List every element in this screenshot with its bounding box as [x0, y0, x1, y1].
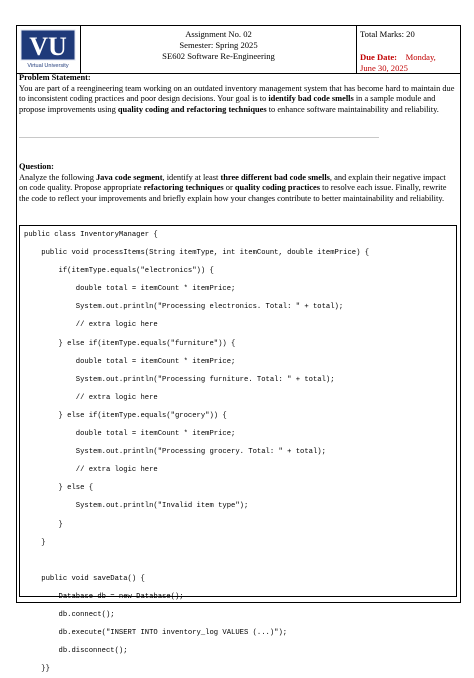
assignment-number: Assignment No. 02 — [185, 29, 252, 39]
code-line: }} — [24, 665, 50, 674]
question-title: Question: — [19, 162, 54, 171]
problem-text: You are part of a reengineering team working on an outdated inventory management system that has become hard to maintain due to inconsistent coding practices and poor design decisions. Your goal is to identify bad code smells in a sample module and propose improvements using quality coding and refactoring techniques to enhance software maintainability and reliability. — [19, 83, 455, 114]
code-listing — [24, 226, 369, 678]
code-line: } — [24, 538, 46, 547]
due-date — [360, 52, 458, 74]
code-line: public class InventoryManager { — [24, 231, 158, 239]
total-marks: Total Marks: 20 — [360, 29, 415, 39]
code-line: Database db = new Database(); — [24, 592, 184, 601]
question-section — [19, 162, 455, 204]
code-line: System.out.println("Invalid item type"); — [24, 502, 249, 511]
code-line: db.connect(); — [24, 610, 115, 619]
due-date-value: June 30, 2025 — [360, 63, 408, 73]
vu-logo-icon — [19, 28, 77, 70]
logo-subtext: Virtual University — [27, 63, 69, 69]
problem-statement — [19, 73, 455, 115]
code-line: System.out.println("Processing furniture. Total: " + total); — [24, 375, 335, 384]
course-title: SE602 Software Re-Engineering — [162, 51, 275, 61]
code-line: } else if(itemType.equals("furniture")) { — [24, 339, 236, 348]
code-line: // extra logic here — [24, 466, 158, 475]
code-line: } else if(itemType.equals("grocery")) { — [24, 411, 227, 420]
section-divider — [19, 137, 379, 138]
due-date-label: Due Date: — [360, 52, 397, 62]
code-line: double total = itemCount * itemPrice; — [24, 430, 236, 439]
code-line — [24, 552, 369, 570]
header-table — [16, 25, 461, 74]
header-divider — [356, 26, 357, 73]
question-text: Analyze the following Java code segment, identify at least three different bad code smells, and explain their negative impact on code quality. Propose appropriate refactoring techniques or quality coding practices to resolve each issue. Finally, rewrite the code to reflect your improvements and briefly explain how your changes contribute to better maintainability and reliability. — [19, 172, 447, 203]
code-line: } — [24, 520, 63, 529]
code-line: db.disconnect(); — [24, 647, 128, 656]
code-line: public void processItems(String itemType, int itemCount, double itemPrice) { — [24, 249, 370, 258]
code-line: if(itemType.equals("electronics")) { — [24, 267, 214, 276]
code-line: System.out.println("Processing electronics. Total: " + total); — [24, 303, 344, 312]
semester: Semester: Spring 2025 — [179, 40, 258, 50]
assignment-info — [81, 29, 356, 62]
code-line: double total = itemCount * itemPrice; — [24, 357, 236, 366]
code-block — [19, 225, 457, 674]
code-line: db.execute("INSERT INTO inventory_log VALUES (...)"); — [24, 629, 288, 638]
logo-text: VU — [29, 32, 67, 61]
code-line: } else { — [24, 484, 94, 493]
code-line: public void saveData() { — [24, 574, 145, 583]
university-logo — [19, 28, 77, 70]
code-line: // extra logic here — [24, 321, 158, 330]
due-date-day: Monday, — [405, 52, 436, 62]
code-line: // extra logic here — [24, 393, 158, 402]
problem-title: Problem Statement: — [19, 73, 91, 82]
code-line: double total = itemCount * itemPrice; — [24, 285, 236, 294]
code-line: System.out.println("Processing grocery. Total: " + total); — [24, 448, 326, 457]
